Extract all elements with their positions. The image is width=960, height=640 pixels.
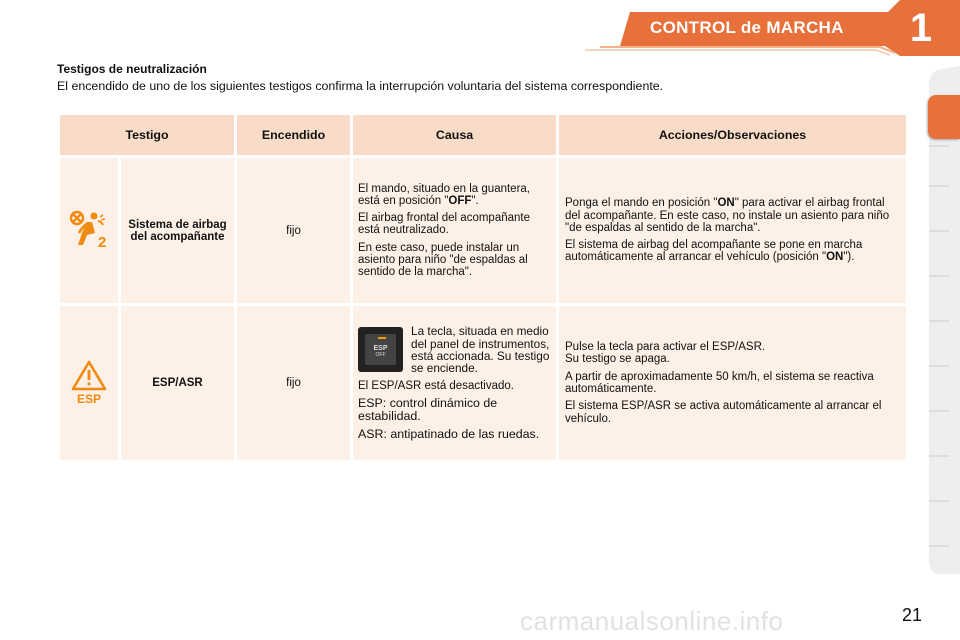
chapter-title: CONTROL de MARCHA	[650, 18, 844, 37]
light-name: ESP/ASR	[121, 306, 234, 460]
svg-text:ESP: ESP	[76, 391, 102, 405]
table-row	[60, 158, 906, 303]
cause-text: El mando, situado en la guantera, está en posición "OFF". El airbag frontal del acompañante está neutralizado. En este caso, puede instalar un asiento para niño "de espaldas al sentido de la marcha".	[353, 158, 556, 303]
header-acciones: Acciones/Observaciones	[559, 115, 906, 155]
action-text: Pulse la tecla para activar el ESP/ASR. Su testigo se apaga. A partir de aproximadamente 50 km/h, el sistema se reactiva automáticamente. El sistema ESP/ASR se activa automáticamente al arrancar el vehículo.	[559, 306, 906, 460]
cause-text: ESP OFF La tecla, situada en medio del panel de instrumentos, está accionada. Su testigo se enciende. El ESP/ASR está desactivado. ESP: control dinámico de estabilidad. ASR: antipatinado de las ruedas.	[353, 306, 556, 460]
header-encendido: Encendido	[237, 115, 350, 155]
action-text: Ponga el mando en posición "ON" para activar el airbag frontal del acompañante. En este caso, no instale un asiento para niño "de espaldas al sentido de la marcha". El sistema de airbag del acompañante se pone en marcha automáticamente al arrancar el vehículo (posición "ON").	[559, 158, 906, 303]
esp-off-button-image: ESP OFF	[358, 327, 403, 372]
section-title: Testigos de neutralización	[57, 62, 207, 76]
chapter-tabs	[925, 66, 960, 576]
light-state: fijo	[237, 158, 350, 303]
chapter-number: 1	[909, 6, 933, 50]
header-causa: Causa	[353, 115, 556, 155]
active-chapter-tab[interactable]	[928, 95, 960, 139]
header-testigo: Testigo	[60, 115, 234, 155]
page-number: 21	[902, 605, 923, 625]
light-name: Sistema de airbag del acompañante	[121, 158, 234, 303]
esp-warning-icon	[69, 359, 109, 405]
table-row	[60, 306, 906, 460]
svg-text:2: 2	[98, 234, 107, 249]
watermark: carmanualsonline.info	[520, 606, 784, 636]
section-intro: El encendido de uno de los siguientes testigos confirma la interrupción voluntaria del sistema correspondiente.	[57, 79, 664, 93]
light-state: fijo	[237, 306, 350, 460]
warning-lights-table	[57, 112, 909, 463]
airbag-passenger-off-icon	[67, 209, 111, 249]
